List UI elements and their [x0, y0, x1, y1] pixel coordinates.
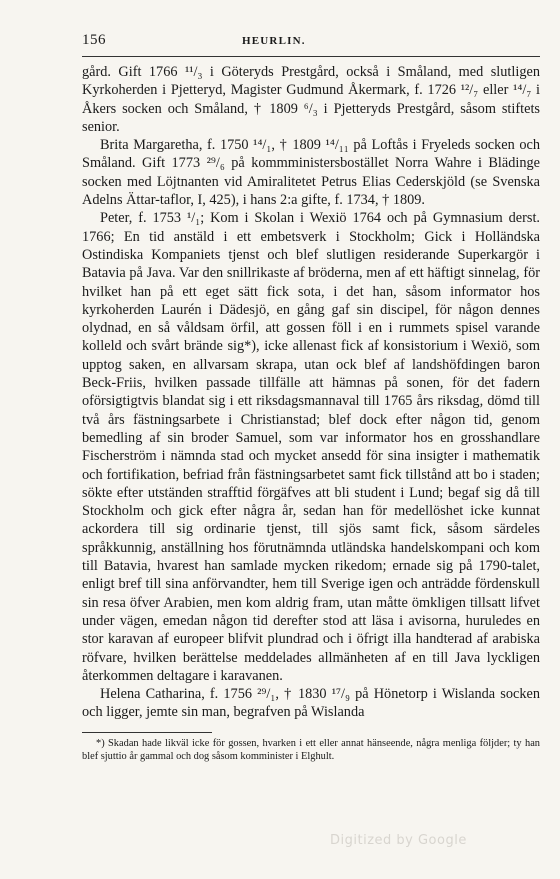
watermark: Digitized by Google — [330, 833, 467, 848]
footnote: *) Skadan hade likväl icke för gossen, hvarken i ett eller annat hänseende, några menliga följder; ty han blef sjuttio år gammal och dog såsom komminister i Elghult. — [82, 737, 540, 762]
paragraph-continuation: gård. Gift 1766 ¹¹/₃ i Göteryds Prestgård, också i Småland, med slutligen Kyrkoherden i Pjetteryd, Magister Gudmund Åkermark, f. 1726 ¹²/₇ eller ¹⁴/₇ i Åkers socken och Småland, † 1809 ⁶/₃ i Pjetteryds Prestgård, såsom stiftets senior. — [82, 64, 540, 135]
paragraph-brita-margaretha: Brita Margaretha, f. 1750 ¹⁴/₁, † 1809 ¹⁴/₁₁ på Loftås i Fryeleds socken och Småland. Gift 1773 ²⁹/₆ på kommministersbostället Norra Wahre i Blädinge socken med Löjtnanten vid Amiralitetet Petrus Elias Cederskjöld (se Svenska Adelns Ättar-taflor, I, 425), i hans 2:a gifte, f. 1734, † 1809. — [82, 137, 540, 209]
paragraph-helena-catharina: Helena Catharina, f. 1756 ²⁹/₁, † 1830 ¹⁷/₉ på Hönetorp i Wislanda socken och ligger, jemte sin man, begrafven på Wislanda — [82, 686, 540, 721]
page-header — [82, 32, 540, 54]
running-head: HEURLIN. — [242, 35, 306, 47]
page-body — [82, 63, 540, 722]
book-page — [82, 32, 540, 763]
page-number: 156 — [82, 32, 106, 48]
footnote-rule — [82, 732, 212, 733]
paragraph-peter: Peter, f. 1753 ¹/₁; Kom i Skolan i Wexiö 1764 och på Gymnasium derst. 1766; En tid anstäld i ett embetsverk i Stockholm; Gick i Holländska Ostindiska Kompaniets tjenst och blef slutligen residerande Superkargör i Batavia på Java. Var den snillrikaste af bröderna, men af ett häftigt sinnelag, för hvilket han på ett eget sätt fick sota, i det han, såsom informator hos kyrkoherden Laurén i Dädesjö, en gång gaf sin discipel, för någon dennes olydnad, en så våldsam örfil, att gossen föll i en i rummets spisel varande kolleld och svårt brände sig*), icke allenast fick af konsistorium i Wexiö, som upptog saken, en allvarsam skrapa, utan ock blef af landshöfdingen baron Beck-Friis, hvilken passade tillfälle att hämnas på sonen, för det fadern oförsigtigtvis blandat sig i ett riksdagsmannaval till 1765 års riksdag, dömd till två års fästningsarbete i Christianstad; blef dock efter någon tid, genom bemedling af sin broder Samuel, som var informator hos en grosshandlare Fischerström i nämnda stad och mycket ansedd för sina insigter i mathematik och fortifikation, befriad från fästningsarbetet samt fick tillstånd att bo i staden; sökte efter utständen strafftid förgäfves att bli student i Lund; begaf sig då till Stockholm och gick efter några år, sedan han för medellöshet icke kunnat ackordera till sig ordinarie tjenst, till sjös samt fick, såsom särdeles språkkunnig, anställning hos förutnämnda utländska handelskompani och kom till Batavia, hvarest han samlade mycken rikedom; ernade sig på 1790-talet, enligt bref till sina anförvandter, hem till Sverige igen och anträdde fördenskull sin resa öfver Arabien, men kom aldrig fram, utan måtte ömkligen tillsatt lifvet under vägen, emedan någon tid derefter stod att läsa i avisorna, huruledes en stor karavan af europeer blifvit plundrad och i öfrigt illa handterad af arabiska röfvare, hvilken berättelse meddelades allmänheten af en till Java lyckligen återkommen deltagare i karavanen. — [82, 210, 540, 684]
header-rule — [82, 56, 540, 57]
